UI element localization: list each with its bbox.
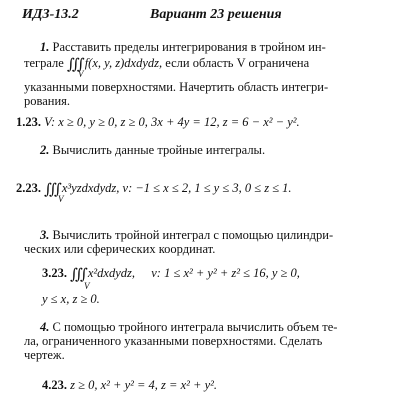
task1-text-line4: рования. [24, 94, 71, 108]
task4-item [42, 378, 217, 392]
task2-item-number: 2.23. [16, 181, 41, 195]
task2-domain: v: −1 ≤ x ≤ 2, 1 ≤ y ≤ 3, 0 ≤ z ≤ 1. [122, 181, 292, 195]
task4-line2 [24, 334, 322, 348]
triple-integral-symbol: ∭ [44, 182, 59, 198]
task4-item-number: 4.23. [42, 378, 67, 392]
task3-domain: v: 1 ≤ x² + y² + z² ≤ 16, y ≥ 0, [151, 266, 300, 280]
task2-text: Вычислить данные тройные интегралы. [52, 143, 266, 157]
task4-text-line2: ла, ограниченного указанными поверхностями. Сделать [24, 334, 323, 348]
page-header [22, 7, 392, 23]
task1-text-line1: Расставить пределы интегрирования в тройном ин- [52, 40, 326, 54]
task1-item-number: 1.23. [16, 115, 41, 129]
task3-item-line2 [42, 292, 100, 306]
task3-number: 3. [40, 228, 50, 242]
assignment-code: ИДЗ-13.2 [22, 7, 79, 22]
task1-text-line3: указанными поверхностями. Начертить область интегри- [24, 80, 329, 94]
task1-integral-domain: V [78, 69, 84, 79]
task1-item-text: V: x ≥ 0, y ≥ 0, z ≥ 0, 3x + 4y = 12, z = 6 − x² − y². [44, 115, 300, 129]
task1-number: 1. [40, 40, 50, 54]
task3-text-line1: Вычислить тройной интеграл с помощью цилиндри- [52, 228, 334, 242]
task1-text-line2-start: теграле [24, 56, 64, 70]
task2-number: 2. [40, 143, 50, 157]
task3-item-number: 3.23. [42, 266, 67, 280]
task4-line3 [24, 348, 65, 362]
task4-number: 4. [40, 320, 50, 334]
task3-integrand: x²dxdydz, [87, 266, 135, 280]
task2-integrand: x³yzdxdydz, [61, 181, 120, 195]
task2-integral-domain: V [58, 194, 64, 204]
task1-line2 [24, 56, 309, 72]
task1-item [16, 115, 300, 129]
task4-text-line1: С помощью тройного интеграла вычислить объем те- [52, 320, 338, 334]
task1-text-line2-end: если область V ограничена [165, 56, 310, 70]
task1-line3 [24, 80, 328, 94]
task1-integrand: f(x, y, z)dxdydz, [84, 56, 163, 70]
triple-integral-symbol: ∭ [70, 267, 85, 283]
task4-text-line3: чертеж. [24, 348, 65, 362]
task2-line1 [40, 143, 265, 157]
task4-line1 [40, 320, 337, 334]
task4-item-text: z ≥ 0, x² + y² = 4, z = x² + y². [70, 378, 218, 392]
task3-line1 [40, 228, 333, 242]
task1-line4 [24, 94, 70, 108]
task3-text-line2: ческих или сферических координат. [24, 242, 216, 256]
task3-item [42, 266, 300, 282]
task1-line1 [40, 40, 326, 54]
task3-integral-domain: V [84, 281, 90, 291]
task3-domain-line2: y ≤ x, z ≥ 0. [42, 292, 100, 306]
triple-integral-symbol: ∭ [66, 57, 82, 73]
variant-title: Вариант 23 решения [150, 7, 282, 22]
task3-line2 [24, 242, 215, 256]
